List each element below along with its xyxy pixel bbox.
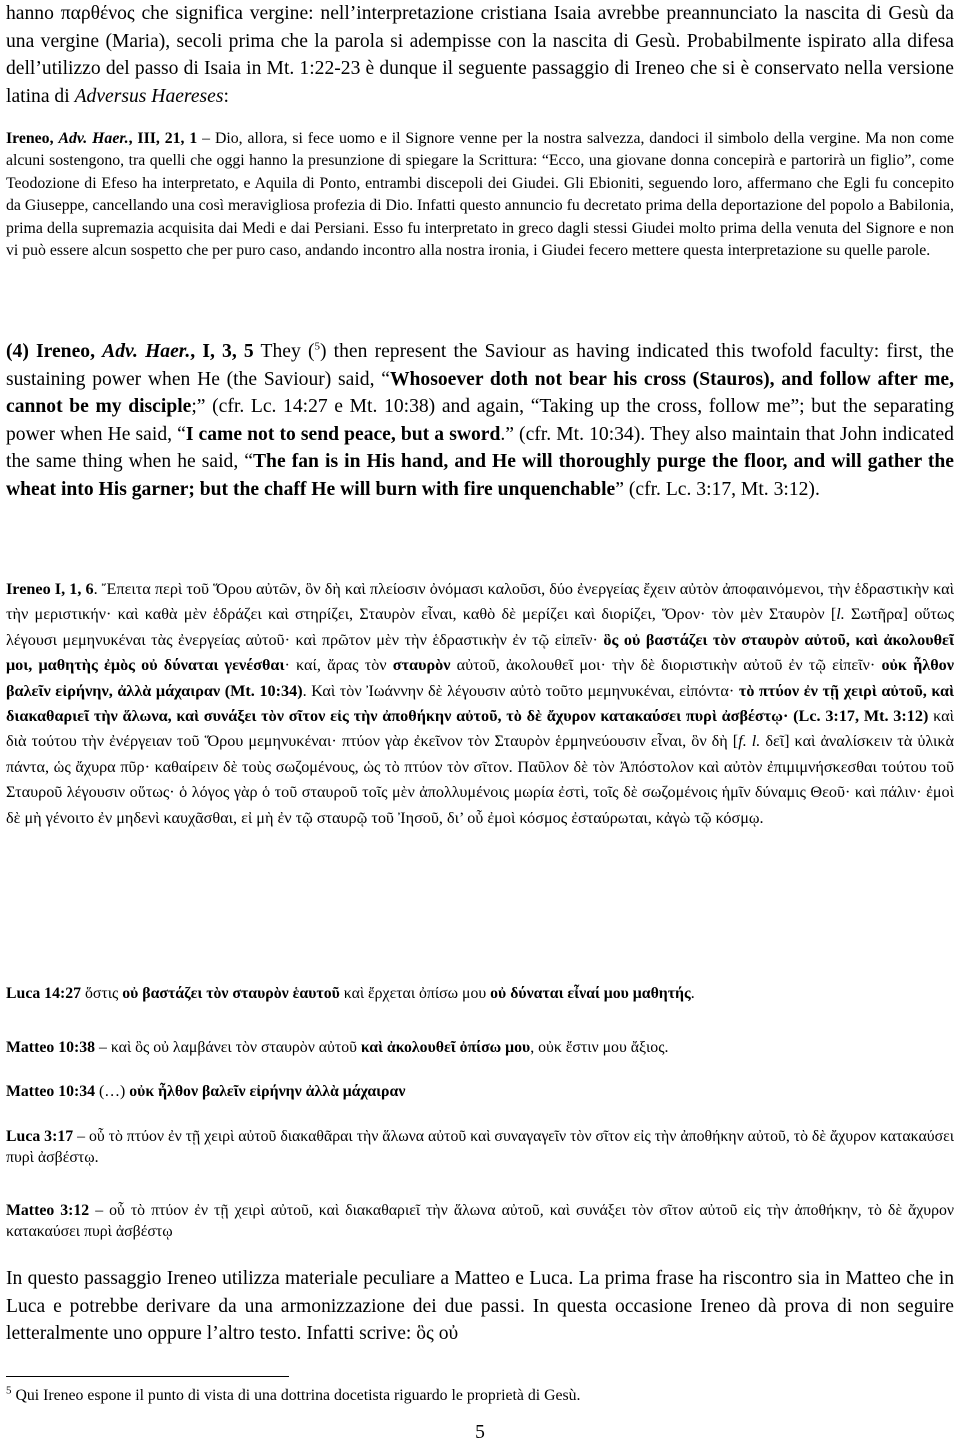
text-run: αὐτοῦ, ἀκολουθεῖ μοι· τὴν δὲ διοριστικὴν αὐτοῦ ἐν τῷ εἰπεῖν· (450, 656, 882, 675)
text-run: . Καὶ τὸν Ἰωάννην δὲ λέγουσιν αὐτὸ τοῦτο μεμηνυκέναι, εἰπόντα· (302, 681, 739, 700)
paragraph-ireneo-english-quote (6, 338, 954, 503)
text-run: καὶ διὰ τούτου τὴν ἐνέργειαν τοῦ Ὅρου μεμηνυκέναι· πτύον γὰρ ἐκεῖνον τὸν Σταυρὸν ἑρμηνεύουσιν εἶναι, ὃν δὴ [ (6, 707, 954, 751)
text-run: Adv. Haer. (102, 341, 191, 362)
verse-matteo-10-38 (6, 1036, 954, 1060)
text-run: I came not to send peace, but a sword (185, 423, 501, 445)
text-run: In questo passaggio Ireneo utilizza materiale peculiare a Matteo e Luca. La prima frase ha riscontro sia in Matteo che in Luca e potrebbe derivare da una armonizzazione dei due passi. In questa occasione Ireneo dà prova di non seguire letteralmente uno oppure l’altro testo. Infatti scrive: ὃς οὐ (6, 1268, 954, 1344)
text-run: Whosoever doth not bear his cross (Stauros), and follow after me, cannot be my disciple (6, 368, 954, 417)
text-run: τὸ πτύον ἐν τῇ χειρὶ αὐτοῦ, καὶ διακαθαριεῖ τὴν ἅλωνα, καὶ συνάξει τὸν σῖτον εἰς τὴν ἀποθήκην αὐτοῦ, τὸ δὲ ἄχυρον κατακαύσει πυρὶ ἀσβέστῳ· (Lc. 3:17, Mt. 3:12) (6, 681, 955, 726)
paragraph-ireneo-latin-quote (6, 128, 954, 262)
text-run: , I, 3, 5 (190, 341, 254, 362)
paragraph-ireneo-greek-quote (6, 577, 954, 831)
text-run: Ireneo I, 1, 6 (6, 580, 94, 598)
text-run: – Dio, allora, si fece uomo e il Signore venne per la nostra salvezza, dandoci il simbolo della vergine. Ma non come alcuni sostengono, tra quelli che oggi hanno la presunzione di spiegare la Scrittura: “Ecco, una giovane donna concepirà e partorirà un figlio”, come Teodozione di Efeso ha interpretato, e Aquila di Ponto, entrambi discepoli dei Giudei. Gli Ebioniti, seguendo loro, affermano che Egli fu concepito da Giuseppe, cancellando una così meravigliosa profezia di Dio. Infatti questo annuncio fu decretato prima della deportazione del popolo a Babilonia, prima della supremazia acquisita dai Medi e dai Persiani. Esso fu interpretato in greco dagli stessi Giudei molto prima della venuta del Signore e non vi può essere alcun sospetto che per puro caso, andando incontro alla nostra ironia, i Giudei fecero mettere questa interpretazione su quelle parole. (6, 130, 954, 260)
text-run: ) then represent the Saviour as having indicated this twofold faculty: first, the sustaining power when He (the Saviour) said, “ (6, 341, 954, 390)
text-run: l. (836, 605, 845, 624)
text-run: δεῖ] καὶ ἀναλίσκειν τὰ ὑλικὰ πάντα, ὡς ἄχυρα πῦρ· καθαίρειν δὲ τοὺς σωζομένους, ὡς τὸ πτύον τὸν σῖτον. Παῦλον δὲ τὸν Ἀπόστολον καὶ αὐτὸν ἐπιμιμνήσκεσθαι τούτου τοῦ Σταυροῦ λέγουσιν οὕτως· ὁ λόγος γὰρ ὁ τοῦ σταυροῦ τοῖς μὲν ἀπολλυμένοις μωρία ἐστὶ, τοῖς δὲ σωζομένοις ἡμῖν δύναμις Θεοῦ· καὶ πάλιν· ἐμοὶ δὲ μὴ γένοιτο ἐν μηδενὶ καυχᾶσθαι, εἰ μὴ ἐν τῷ σταυρῷ τοῦ Ἰησοῦ, δι’ οὗ ἐμοὶ κόσμος ἐσταύρωται, κἀγὼ τῷ κόσμῳ. (6, 732, 954, 827)
text-run: . (690, 985, 695, 1002)
paragraph-conclusion (6, 1265, 954, 1348)
text-run: (…) (95, 1083, 130, 1100)
page-number: 5 (475, 1422, 485, 1443)
text-run: – οὗ τὸ πτύον ἐν τῇ χειρὶ αὐτοῦ, καὶ διακαθαριεῖ τὴν ἅλωνα αὐτοῦ, καὶ συνάξει τὸν σῖτον αὐτοῦ εἰς τὴν ἀποθήκην, τὸ δὲ ἄχυρον κατακαύσει πυρὶ ἀσβέστῳ (6, 1202, 954, 1241)
text-run: The fan is in His hand, and He will thoroughly purge the floor, and will gather the wheat into His garner; but the chaff He will burn with fire unquenchable (6, 451, 954, 500)
verse-matteo-3-12 (6, 1200, 954, 1243)
text-run: Luca 14:27 (6, 985, 82, 1002)
text-run: ;” (cfr. Lc. 14:27 e Mt. 10:38) and again, “Taking up the cross, follow me”; but the separating power when He said, “ (6, 396, 954, 445)
text-run: οὐ βαστάζει τὸν σταυρὸν ἑαυτοῦ (122, 985, 340, 1002)
paragraph-intro (6, 0, 954, 110)
text-run: .” (cfr. Mt. 10:34). They also maintain that John indicated the same thing when he said, “ (6, 423, 954, 472)
footnote-reference: 5 (314, 340, 320, 353)
text-run: · καί, ἄρας τὸν (284, 656, 393, 675)
text-run: , οὐκ ἔστιν μου ἄξιος. (530, 1039, 669, 1056)
text-run: ” (cfr. Lc. 3:17, Mt. 3:12). (615, 478, 820, 500)
verse-luca-3-17 (6, 1126, 954, 1169)
text-run: οὐκ ἦλθον βαλεῖν εἰρήνην ἀλλὰ μάχαιραν (129, 1083, 406, 1100)
text-run: Adv. Haer. (58, 130, 129, 147)
text-run: Ireneo, (6, 130, 59, 147)
text-run: They ( (253, 341, 315, 362)
footnote-marker: 5 (6, 1384, 12, 1397)
text-run: καὶ ἔρχεται ὀπίσω μου (339, 985, 491, 1002)
footnote-text: Qui Ireneo espone il punto di vista di una dottrina docetista riguardo le proprietà di Gesù. (11, 1387, 581, 1404)
text-run: Matteo 3:12 (6, 1202, 90, 1219)
text-run: Luca 3:17 (6, 1128, 74, 1145)
text-run: : (223, 85, 229, 107)
text-run: οὐκ ἦλθον βαλεῖν εἰρήνην, ἀλλὰ μάχαιραν (Mt. 10:34) (6, 656, 954, 700)
text-run: σταυρὸν (392, 656, 451, 675)
text-run: (4) Ireneo, (6, 341, 103, 362)
verse-luca-14-27 (6, 982, 954, 1006)
text-run: – οὗ τὸ πτύον ἐν τῇ χειρὶ αὐτοῦ διακαθᾶραι τὴν ἅλωνα αὐτοῦ καὶ συναγαγεῖν τὸν σῖτον εἰς τὴν ἀποθήκην αὐτοῦ, τὸ δὲ ἄχυρον κατακαύσει πυρὶ ἀσβέστῳ. (6, 1128, 954, 1167)
text-run: hanno παρθένος che significa vergine: nell’interpretazione cristiana Isaia avrebbe preannunciato la nascita di Gesù da una vergine (Maria), secoli prima che la parola si adempisse con la nascita di Gesù. Probabilmente ispirato alla difesa dell’utilizzo del passo di Isaia in Mt. 1:22-23 è dunque il seguente passaggio di Ireneo che si è conservato nella versione latina di (6, 3, 954, 107)
verse-matteo-10-34 (6, 1080, 954, 1104)
text-run: , III, 21, 1 (128, 130, 198, 147)
text-run: οὐ δύναται εἶναί μου μαθητής (490, 985, 691, 1002)
footnote (6, 1386, 580, 1406)
text-run: ὅστις (81, 985, 123, 1002)
text-run: Adversus Haereses (74, 85, 224, 107)
text-run: ὃς οὐ βαστάζει τὸν σταυρὸν αὐτοῦ, καὶ ἀκολουθεῖ μοι, μαθητὴς ἐμὸς οὐ δύναται γενέσθαι (6, 630, 954, 675)
text-run: καὶ ἀκολουθεῖ ὀπίσω μου (360, 1039, 531, 1056)
text-run: Matteo 10:38 (6, 1039, 96, 1056)
text-run: – καὶ ὃς οὐ λαμβάνει τὸν σταυρὸν αὐτοῦ (95, 1039, 361, 1056)
text-run: . Ἔπειτα περὶ τοῦ Ὅρου αὐτῶν, ὃν δὴ καὶ πλείοσιν ὀνόμασι καλοῦσι, δύο ἐνεργείας ἔχειν αὐτὸν ἀποφαινόμενοι, τὴν ἑδραστικὴν καὶ τὴν μεριστικήν· καὶ καθὰ μὲν ἑδράζει καὶ στηρίζει, Σταυρὸν εἶναι, καθὸ δὲ μερίζει καὶ διορίζει, Ὅρον· τὸν μὲν Σταυρὸν [ (6, 580, 954, 624)
text-run: Σωτῆρα] οὕτως λέγουσι μεμηνυκέναι τὰς ἐνεργείας αὐτοῦ· καὶ πρῶτον μὲν τὴν ἑδραστικὴν ἐν τῷ εἰπεῖν· (6, 605, 954, 649)
text-run: Matteo 10:34 (6, 1083, 96, 1100)
text-run: f. l. (738, 732, 761, 751)
footnote-divider (6, 1376, 289, 1377)
